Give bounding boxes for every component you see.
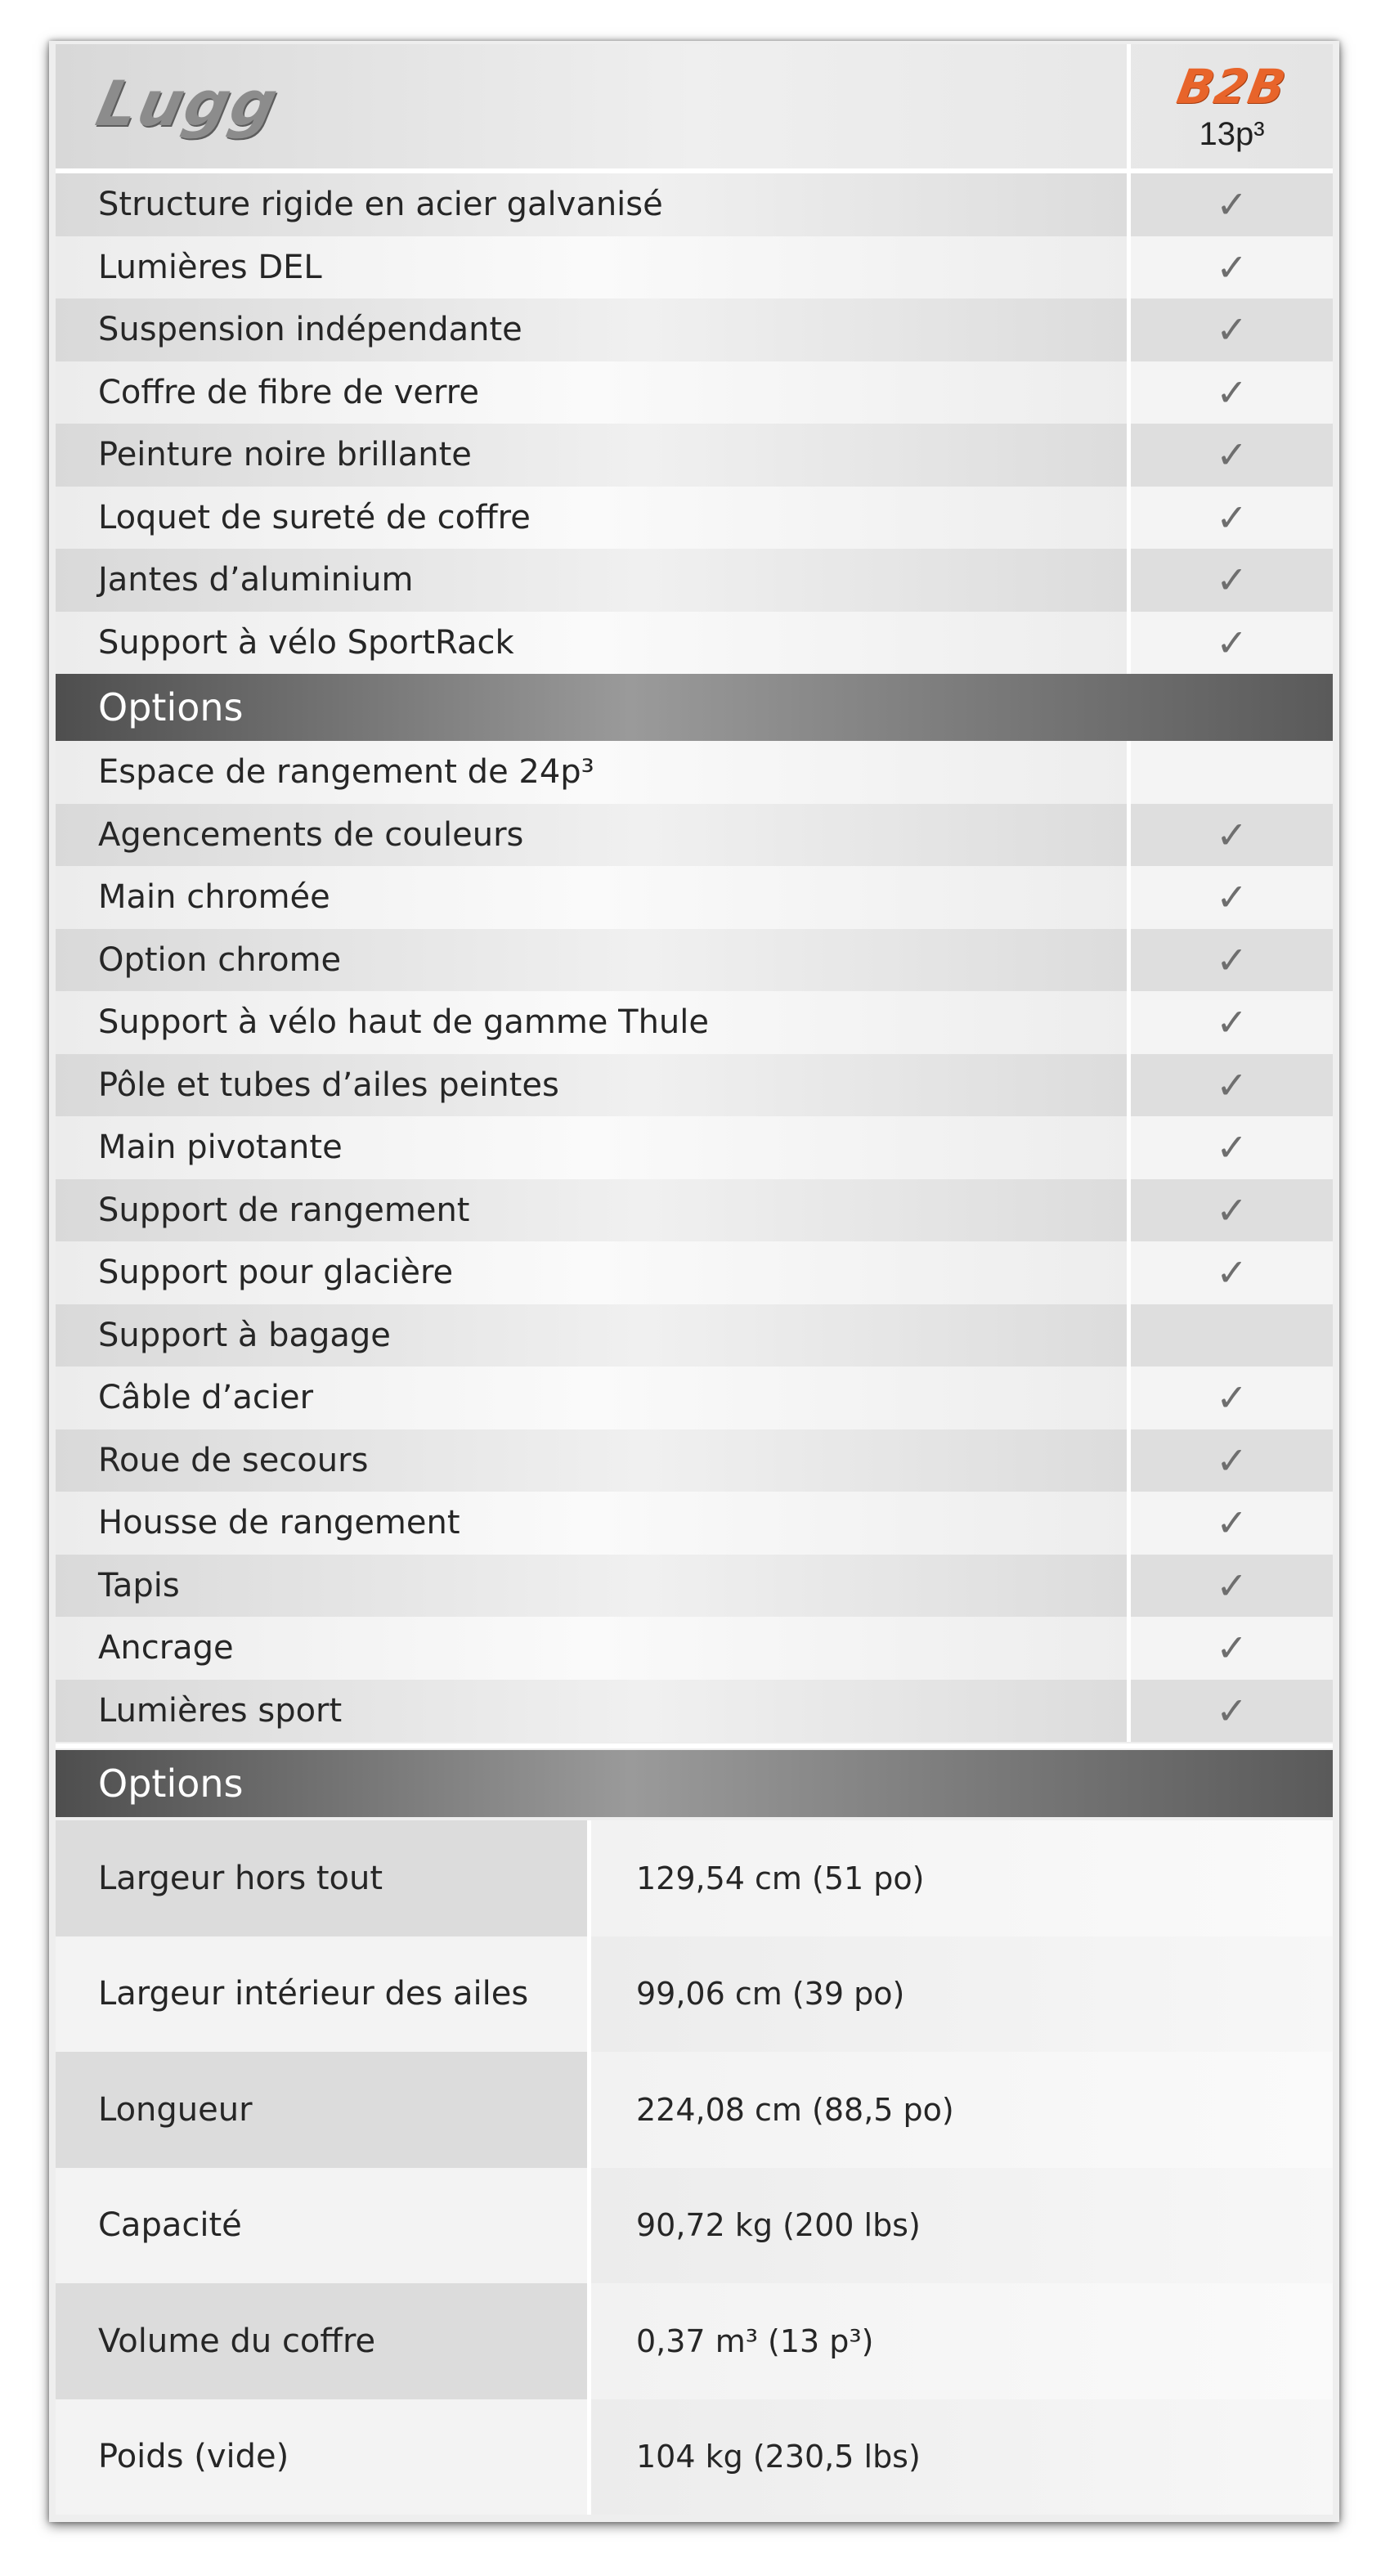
check-icon: ✓ — [1216, 1376, 1248, 1420]
option-label: Lumières sport — [98, 1691, 343, 1730]
feature-row — [56, 424, 1333, 487]
options-list — [56, 741, 1333, 1742]
option-row — [56, 741, 1333, 804]
option-label: Tapis — [98, 1566, 180, 1604]
check-icon: ✓ — [1216, 1062, 1248, 1107]
feature-row — [56, 236, 1333, 299]
lugg-logo: Lugg — [90, 67, 285, 140]
spec-label: Capacité — [98, 2206, 242, 2245]
divider — [56, 1744, 1333, 1748]
feature-label: Lumières DEL — [98, 248, 322, 286]
check-icon: ✓ — [1216, 1563, 1248, 1608]
check-icon: ✓ — [1216, 307, 1248, 352]
check-icon: ✓ — [1216, 1000, 1248, 1044]
check-icon: ✓ — [1216, 937, 1248, 982]
option-row — [56, 929, 1333, 992]
option-row — [56, 1116, 1333, 1179]
option-label: Support à vélo haut de gamme Thule — [98, 1003, 709, 1041]
check-icon: ✓ — [1216, 433, 1248, 477]
check-icon: ✓ — [1216, 1125, 1248, 1169]
spec-row — [56, 1936, 1333, 2053]
check-icon: ✓ — [1216, 182, 1248, 227]
option-label: Main chromée — [98, 878, 330, 916]
option-row — [56, 1492, 1333, 1555]
option-row — [56, 1680, 1333, 1743]
section-title: Options — [98, 685, 244, 729]
feature-label: Structure rigide en acier galvanisé — [98, 186, 663, 223]
option-label: Housse de rangement — [98, 1504, 460, 1542]
spec-label: Poids (vide) — [98, 2438, 289, 2476]
spec-value: 90,72 kg (200 lbs) — [587, 2168, 1333, 2284]
option-label: Câble d’acier — [98, 1379, 314, 1416]
feature-label: Support à vélo SportRack — [98, 623, 514, 662]
spec-label: Longueur — [98, 2090, 253, 2129]
feature-row — [56, 487, 1333, 550]
option-row — [56, 1179, 1333, 1242]
option-row — [56, 804, 1333, 867]
check-icon: ✓ — [1216, 1688, 1248, 1733]
option-row — [56, 866, 1333, 929]
model-capacity-label: 13p³ — [1199, 116, 1265, 152]
spec-sheet — [49, 41, 1339, 2522]
option-row — [56, 991, 1333, 1054]
feature-label: Coffre de fibre de verre — [98, 373, 479, 411]
spec-label: Largeur hors tout — [98, 1859, 383, 1897]
check-icon: ✓ — [1216, 495, 1248, 540]
option-label: Main pivotante — [98, 1129, 343, 1166]
feature-row — [56, 612, 1333, 675]
option-label: Support pour glacière — [98, 1254, 454, 1291]
option-label: Option chrome — [98, 940, 342, 979]
option-row — [56, 1367, 1333, 1429]
feature-row — [56, 298, 1333, 361]
table-header — [56, 44, 1333, 168]
feature-label: Loquet de sureté de coffre — [98, 498, 531, 536]
check-icon: ✓ — [1216, 370, 1248, 415]
spec-label: Volume du coffre — [98, 2322, 376, 2360]
option-row — [56, 1617, 1333, 1680]
section-title: Options — [98, 1761, 244, 1806]
spec-row — [56, 2168, 1333, 2284]
check-icon: ✓ — [1216, 1501, 1248, 1545]
option-label: Espace de rangement de 24p³ — [98, 753, 594, 791]
check-icon: ✓ — [1216, 1250, 1248, 1295]
check-icon: ✓ — [1216, 1438, 1248, 1483]
spec-value: 104 kg (230,5 lbs) — [587, 2399, 1333, 2515]
spec-value: 0,37 m³ (13 p³) — [587, 2283, 1333, 2399]
check-icon: ✓ — [1216, 812, 1248, 857]
option-label: Ancrage — [98, 1629, 234, 1667]
spec-row — [56, 2052, 1333, 2168]
spec-value: 224,08 cm (88,5 po) — [587, 2052, 1333, 2168]
option-row — [56, 1304, 1333, 1367]
check-icon: ✓ — [1216, 620, 1248, 665]
spec-row — [56, 1820, 1333, 1936]
options-section-header — [56, 674, 1333, 741]
feature-row — [56, 549, 1333, 612]
standard-features — [56, 173, 1333, 674]
option-label: Roue de secours — [98, 1441, 369, 1479]
spec-label: Largeur intérieur des ailes — [98, 1975, 529, 2013]
option-row — [56, 1555, 1333, 1618]
option-label: Support de rangement — [98, 1191, 470, 1229]
spec-value: 99,06 cm (39 po) — [587, 1936, 1333, 2053]
spec-row — [56, 2283, 1333, 2399]
specs-table — [56, 1820, 1333, 2515]
b2b-logo: B2B — [1173, 59, 1291, 114]
option-row — [56, 1241, 1333, 1304]
feature-row — [56, 173, 1333, 236]
check-icon: ✓ — [1216, 245, 1248, 289]
feature-label: Jantes d’aluminium — [98, 561, 414, 599]
option-label: Support à bagage — [98, 1316, 391, 1354]
option-label: Agencements de couleurs — [98, 815, 524, 854]
feature-row — [56, 361, 1333, 424]
check-icon: ✓ — [1216, 558, 1248, 602]
spec-row — [56, 2399, 1333, 2515]
option-row — [56, 1054, 1333, 1117]
option-row — [56, 1429, 1333, 1492]
feature-label: Suspension indépendante — [98, 311, 522, 348]
feature-label: Peinture noire brillante — [98, 436, 472, 473]
specs-section-header — [56, 1750, 1333, 1817]
model-column-header — [1127, 44, 1333, 168]
option-label: Pôle et tubes d’ailes peintes — [98, 1066, 559, 1104]
check-icon: ✓ — [1216, 1187, 1248, 1232]
check-icon: ✓ — [1216, 875, 1248, 919]
check-icon: ✓ — [1216, 1626, 1248, 1670]
spec-value: 129,54 cm (51 po) — [587, 1820, 1333, 1936]
